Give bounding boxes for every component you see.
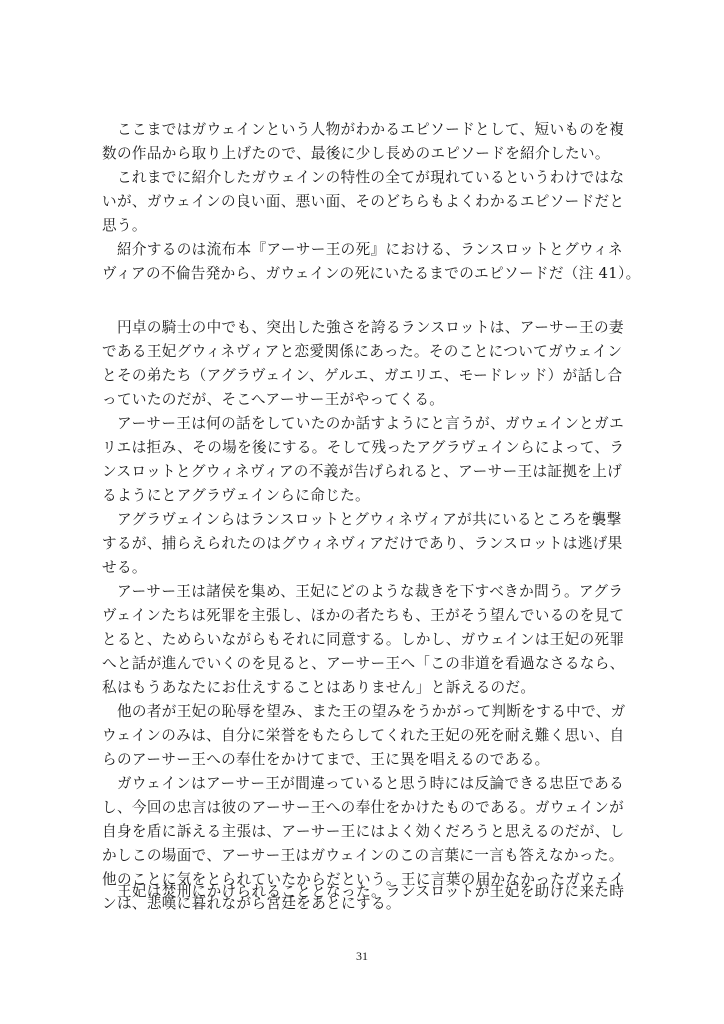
text-line: とると、ためらいながらもそれに同意する。しかし、ガウェインは王妃の死罪	[102, 631, 625, 648]
text-line: アグラヴェインらはランスロットとグウィネヴィアが共にいるところを襲撃	[102, 511, 622, 528]
continuation-section	[102, 880, 625, 904]
text-line: らのアーサー王への奉仕をかけてまで、王に異を唱えるのである。	[102, 751, 550, 768]
text-line: ウェインのみは、自分に栄誉をもたらしてくれた王妃の死を耐え難く思い、自	[102, 727, 625, 744]
text-line: るようにとアグラヴェインらに命じた。	[102, 487, 370, 504]
text-line: ンスロットとグウィネヴィアの不義が告げられると、アーサー王は証拠を上げ	[102, 463, 623, 480]
text-line: 他の者が王妃の恥辱を望み、また王の望みをうかがって判断をする中で、ガ	[102, 703, 626, 720]
text-line: 自身を盾に訴える主張は、アーサー王にはよく効くだろうと思えるのだが、し	[102, 823, 625, 840]
text-line: するが、捕らえられたのはグウィネヴィアだけであり、ランスロットは逃げ果	[102, 535, 623, 552]
text-line: これまでに紹介したガウェインの特性の全てが現れているというわけではな	[102, 169, 625, 186]
text-line: ンは、悲嘆に暮れながら宮廷をあとにする。	[102, 895, 401, 912]
text-line: アーサー王は何の話をしていたのか話すようにと言うが、ガウェインとガエ	[102, 415, 625, 432]
text-line: 私はもうあなたにお仕えすることはありません」と訴えるのだ。	[102, 679, 536, 696]
text-line: かしこの場面で、アーサー王はガウェインのこの言葉に一言も答えなかった。	[102, 847, 624, 864]
text-line: ヴェインたちは死罪を主張し、ほかの者たちも、王がそう望んでいるのを見て	[102, 607, 625, 624]
text-line: し、今回の忠言は彼のアーサー王への奉仕をかけたものである。ガウェインが	[102, 799, 625, 816]
text-line: 他のことに気をとられていたからだという。王に言葉の届かなかったガウェイ	[102, 871, 625, 888]
text-line: いが、ガウェインの良い面、悪い面、そのどちらもよくわかるエピソードだと	[102, 193, 625, 210]
text-line: 思う。	[102, 217, 147, 234]
intro-section	[102, 118, 641, 286]
text-line: 王妃は焚刑にかけられることとなった。ランスロットが王妃を助けに来た時	[102, 883, 625, 900]
text-line: ここまではガウェインという人物がわかるエピソードとして、短いものを複	[102, 121, 625, 138]
text-line: アーサー王は諸侯を集め、王妃にどのような裁きを下すべきか問う。アグラ	[102, 583, 624, 600]
text-line: 円卓の騎士の中でも、突出した強さを誇るランスロットは、アーサー王の妻	[102, 319, 624, 336]
episode-section	[102, 316, 626, 916]
page-number: 31	[356, 949, 368, 963]
text-line: 紹介するのは流布本『アーサー王の死』における、ランスロットとグウィネ	[102, 241, 623, 258]
text-line: である王妃グウィネヴィアと恋愛関係にあった。そのことについてガウェイン	[102, 343, 623, 360]
text-line: せる。	[102, 559, 147, 576]
text-line: ヴィアの不倫告発から、ガウェインの死にいたるまでのエピソードだ（注 41）。	[102, 265, 641, 282]
text-line: とその弟たち（アグラヴェイン、ゲルエ、ガエリエ、モードレッド）が話し合	[102, 367, 623, 384]
text-line: リエは拒み、その場を後にする。そして残ったアグラヴェインらによって、ラ	[102, 439, 625, 456]
text-line: っていたのだが、そこへアーサー王がやってくる。	[102, 391, 445, 408]
text-line: ガウェインはアーサー王が間違っていると思う時には反論できる忠臣である	[102, 775, 625, 792]
text-line: へと話が進んでいくのを見ると、アーサー王へ「この非道を看過なさるなら、	[102, 655, 625, 672]
text-line: 数の作品から取り上げたので、最後に少し長めのエピソードを紹介したい。	[102, 145, 610, 162]
